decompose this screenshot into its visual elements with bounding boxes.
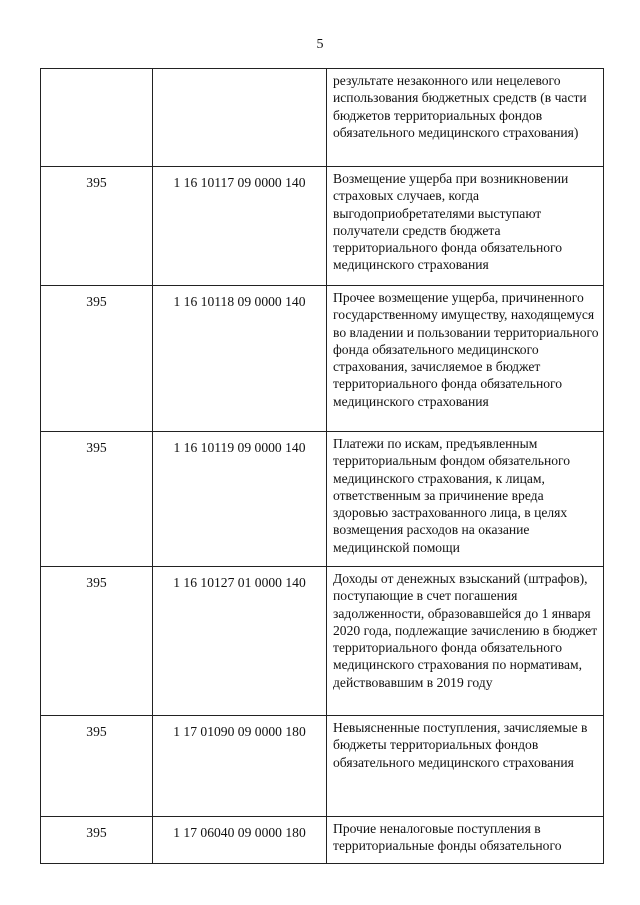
budget-code-cell: 1 16 10118 09 0000 140 (153, 286, 327, 432)
admin-code-cell: 395 (41, 817, 153, 864)
revenue-codes-table (40, 68, 604, 864)
table-row (41, 567, 604, 716)
budget-code-cell: 1 16 10119 09 0000 140 (153, 432, 327, 567)
table-row (41, 69, 604, 167)
description-cell: Прочие неналоговые поступления в территориальные фонды обязательного (327, 817, 604, 864)
budget-code-cell: 1 17 06040 09 0000 180 (153, 817, 327, 864)
description-cell: Невыясненные поступления, зачисляемые в бюджеты территориальных фондов обязательного медицинского страхования (327, 716, 604, 817)
description-cell: Прочее возмещение ущерба, причиненного государственному имуществу, находящемуся во владении и пользовании территориального фонда обязательного медицинского страхования, зачисляемое в бюджет территориального фонда обязательного медицинского страхования (327, 286, 604, 432)
table-row (41, 716, 604, 817)
table-row (41, 286, 604, 432)
page-number: 5 (316, 37, 324, 52)
budget-code-cell: 1 17 01090 09 0000 180 (153, 716, 327, 817)
description-cell: результате незаконного или нецелевого использования бюджетных средств (в части бюджетов территориальных фондов обязательного медицинского страхования) (327, 69, 604, 167)
table-row (41, 167, 604, 286)
admin-code-cell (41, 69, 153, 167)
admin-code-cell: 395 (41, 716, 153, 817)
description-cell: Платежи по искам, предъявленным территориальным фондом обязательного медицинского страхования, к лицам, ответственным за причинение вреда здоровью застрахованного лица, в целях возмещения расходов на оказание медицинской помощи (327, 432, 604, 567)
description-cell: Возмещение ущерба при возникновении страховых случаев, когда выгодоприобретателями выступают получатели средств бюджета территориального фонда обязательного медицинского страхования (327, 167, 604, 286)
admin-code-cell: 395 (41, 432, 153, 567)
description-cell: Доходы от денежных взысканий (штрафов), поступающие в счет погашения задолженности, образовавшейся до 1 января 2020 года, подлежащие зачислению в бюджет территориального фонда обязательного медицинского страхования по нормативам, действовавшим в 2019 году (327, 567, 604, 716)
table-row (41, 432, 604, 567)
admin-code-cell: 395 (41, 167, 153, 286)
budget-code-cell: 1 16 10127 01 0000 140 (153, 567, 327, 716)
admin-code-cell: 395 (41, 567, 153, 716)
table-row (41, 817, 604, 864)
budget-code-cell (153, 69, 327, 167)
budget-code-cell: 1 16 10117 09 0000 140 (153, 167, 327, 286)
admin-code-cell: 395 (41, 286, 153, 432)
